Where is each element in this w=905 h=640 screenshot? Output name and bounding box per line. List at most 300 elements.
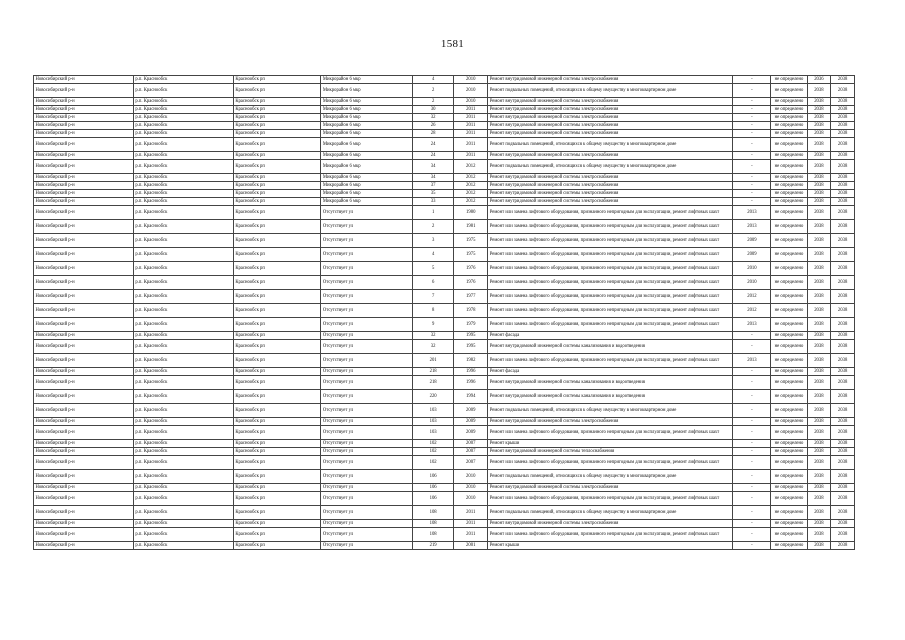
start-year-cell: 2038 <box>807 426 831 440</box>
street-cell: Микрорайон 6 мкр <box>321 122 413 130</box>
district-cell: Новосибирский р-н <box>34 304 134 318</box>
work-type-cell: Ремонт или замена лифтового оборудования, признанного непригодным для эксплуатации, ремонт лифтовых шахт <box>488 276 733 290</box>
build-year-cell: 2011 <box>454 130 488 138</box>
previous-repair-year-cell: - <box>733 390 771 404</box>
house-number-cell: 35 <box>413 190 454 198</box>
district-cell: Новосибирский р-н <box>34 84 134 98</box>
street-cell: Отсутствует ул <box>321 290 413 304</box>
start-year-cell: 2038 <box>807 130 831 138</box>
build-year-cell: 1980 <box>454 206 488 220</box>
previous-repair-year-cell: - <box>733 198 771 206</box>
street-cell: Отсутствует ул <box>321 340 413 354</box>
municipality-cell: Краснообск рп <box>233 492 321 506</box>
table-row <box>34 332 855 340</box>
end-year-cell: 2038 <box>831 248 855 262</box>
house-number-cell: 108 <box>413 520 454 528</box>
work-type-cell: Ремонт или замена лифтового оборудования, признанного непригодным для эксплуатации, ремонт лифтовых шахт <box>488 234 733 248</box>
previous-repair-year-cell: - <box>733 160 771 174</box>
municipality-cell: Краснообск рп <box>233 160 321 174</box>
work-type-cell: Ремонт внутридомовой инженерной системы электроснабжения <box>488 418 733 426</box>
start-year-cell: 2038 <box>807 276 831 290</box>
work-type-cell: Ремонт крыши <box>488 440 733 448</box>
settlement-cell: р.п. Краснообск <box>133 318 233 332</box>
start-year-cell: 2038 <box>807 114 831 122</box>
municipality-cell: Краснообск рп <box>233 122 321 130</box>
build-year-cell: 2011 <box>454 106 488 114</box>
planned-status-cell: не определено <box>771 152 807 160</box>
table-row <box>34 206 855 220</box>
previous-repair-year-cell: - <box>733 138 771 152</box>
settlement-cell: р.п. Краснообск <box>133 248 233 262</box>
previous-repair-year-cell: 2013 <box>733 220 771 234</box>
work-type-cell: Ремонт подвальных помещений, относящихся к общему имуществу в многоквартирном доме <box>488 160 733 174</box>
planned-status-cell: не определено <box>771 318 807 332</box>
start-year-cell: 2038 <box>807 160 831 174</box>
end-year-cell: 2038 <box>831 456 855 470</box>
build-year-cell: 2007 <box>454 456 488 470</box>
street-cell: Отсутствует ул <box>321 206 413 220</box>
settlement-cell: р.п. Краснообск <box>133 160 233 174</box>
planned-status-cell: не определено <box>771 206 807 220</box>
end-year-cell: 2038 <box>831 160 855 174</box>
build-year-cell: 1982 <box>454 354 488 368</box>
municipality-cell: Краснообск рп <box>233 290 321 304</box>
previous-repair-year-cell: 2010 <box>733 262 771 276</box>
municipality-cell: Краснообск рп <box>233 106 321 114</box>
house-number-cell: 102 <box>413 456 454 470</box>
house-number-cell: 37 <box>413 182 454 190</box>
municipality-cell: Краснообск рп <box>233 276 321 290</box>
street-cell: Отсутствует ул <box>321 456 413 470</box>
street-cell: Отсутствует ул <box>321 418 413 426</box>
street-cell: Отсутствует ул <box>321 390 413 404</box>
end-year-cell: 2038 <box>831 234 855 248</box>
house-number-cell: 2 <box>413 98 454 106</box>
table-row <box>34 84 855 98</box>
municipality-cell: Краснообск рп <box>233 528 321 542</box>
district-cell: Новосибирский р-н <box>34 206 134 220</box>
table-row <box>34 182 855 190</box>
street-cell: Отсутствует ул <box>321 368 413 376</box>
table-row <box>34 276 855 290</box>
house-number-cell: 6 <box>413 276 454 290</box>
street-cell: Отсутствует ул <box>321 542 413 550</box>
settlement-cell: р.п. Краснообск <box>133 506 233 520</box>
previous-repair-year-cell: - <box>733 332 771 340</box>
previous-repair-year-cell: 2013 <box>733 354 771 368</box>
build-year-cell: 2007 <box>454 440 488 448</box>
planned-status-cell: не определено <box>771 262 807 276</box>
planned-status-cell: не определено <box>771 506 807 520</box>
planned-status-cell: не определено <box>771 234 807 248</box>
previous-repair-year-cell: - <box>733 404 771 418</box>
municipality-cell: Краснообск рп <box>233 390 321 404</box>
start-year-cell: 2038 <box>807 368 831 376</box>
settlement-cell: р.п. Краснообск <box>133 206 233 220</box>
table-row <box>34 304 855 318</box>
end-year-cell: 2038 <box>831 76 855 84</box>
table-row <box>34 318 855 332</box>
table-row <box>34 520 855 528</box>
start-year-cell: 2038 <box>807 198 831 206</box>
start-year-cell: 2038 <box>807 122 831 130</box>
municipality-cell: Краснообск рп <box>233 506 321 520</box>
build-year-cell: 1996 <box>454 368 488 376</box>
end-year-cell: 2038 <box>831 542 855 550</box>
house-number-cell: 220 <box>413 390 454 404</box>
municipality-cell: Краснообск рп <box>233 138 321 152</box>
settlement-cell: р.п. Краснообск <box>133 98 233 106</box>
end-year-cell: 2038 <box>831 332 855 340</box>
street-cell: Микрорайон 6 мкр <box>321 114 413 122</box>
start-year-cell: 2038 <box>807 456 831 470</box>
street-cell: Отсутствует ул <box>321 440 413 448</box>
work-type-cell: Ремонт внутридомовой инженерной системы электроснабжения <box>488 182 733 190</box>
street-cell: Отсутствует ул <box>321 234 413 248</box>
house-number-cell: 7 <box>413 290 454 304</box>
district-cell: Новосибирский р-н <box>34 190 134 198</box>
planned-status-cell: не определено <box>771 418 807 426</box>
street-cell: Микрорайон 6 мкр <box>321 174 413 182</box>
build-year-cell: 2007 <box>454 448 488 456</box>
previous-repair-year-cell: - <box>733 426 771 440</box>
table-row <box>34 122 855 130</box>
capital-repair-table <box>33 75 855 550</box>
build-year-cell: 2009 <box>454 404 488 418</box>
start-year-cell: 2038 <box>807 174 831 182</box>
house-number-cell: 5 <box>413 262 454 276</box>
previous-repair-year-cell: - <box>733 106 771 114</box>
district-cell: Новосибирский р-н <box>34 262 134 276</box>
settlement-cell: р.п. Краснообск <box>133 542 233 550</box>
planned-status-cell: не определено <box>771 448 807 456</box>
start-year-cell: 2038 <box>807 138 831 152</box>
build-year-cell: 1976 <box>454 262 488 276</box>
street-cell: Отсутствует ул <box>321 318 413 332</box>
end-year-cell: 2038 <box>831 122 855 130</box>
work-type-cell: Ремонт внутридомовой инженерной системы электроснабжения <box>488 484 733 492</box>
table-row <box>34 190 855 198</box>
planned-status-cell: не определено <box>771 354 807 368</box>
settlement-cell: р.п. Краснообск <box>133 114 233 122</box>
street-cell: Отсутствует ул <box>321 304 413 318</box>
planned-status-cell: не определено <box>771 174 807 182</box>
house-number-cell: 24 <box>413 138 454 152</box>
previous-repair-year-cell: - <box>733 152 771 160</box>
district-cell: Новосибирский р-н <box>34 76 134 84</box>
previous-repair-year-cell: - <box>733 440 771 448</box>
end-year-cell: 2038 <box>831 220 855 234</box>
district-cell: Новосибирский р-н <box>34 332 134 340</box>
district-cell: Новосибирский р-н <box>34 290 134 304</box>
house-number-cell: 33 <box>413 198 454 206</box>
district-cell: Новосибирский р-н <box>34 418 134 426</box>
municipality-cell: Краснообск рп <box>233 484 321 492</box>
build-year-cell: 2010 <box>454 492 488 506</box>
work-type-cell: Ремонт или замена лифтового оборудования, признанного непригодным для эксплуатации, ремонт лифтовых шахт <box>488 354 733 368</box>
street-cell: Отсутствует ул <box>321 332 413 340</box>
start-year-cell: 2038 <box>807 98 831 106</box>
municipality-cell: Краснообск рп <box>233 520 321 528</box>
end-year-cell: 2038 <box>831 84 855 98</box>
previous-repair-year-cell: 2009 <box>733 248 771 262</box>
page-number: 1581 <box>440 38 465 50</box>
build-year-cell: 2011 <box>454 114 488 122</box>
house-number-cell: 30 <box>413 106 454 114</box>
table-row <box>34 198 855 206</box>
end-year-cell: 2038 <box>831 174 855 182</box>
planned-status-cell: не определено <box>771 182 807 190</box>
work-type-cell: Ремонт или замена лифтового оборудования, признанного непригодным для эксплуатации, ремонт лифтовых шахт <box>488 304 733 318</box>
street-cell: Отсутствует ул <box>321 404 413 418</box>
municipality-cell: Краснообск рп <box>233 542 321 550</box>
settlement-cell: р.п. Краснообск <box>133 376 233 390</box>
district-cell: Новосибирский р-н <box>34 220 134 234</box>
work-type-cell: Ремонт внутридомовой инженерной системы канализования и водоотведения <box>488 376 733 390</box>
build-year-cell: 1976 <box>454 276 488 290</box>
start-year-cell: 2038 <box>807 418 831 426</box>
start-year-cell: 2038 <box>807 506 831 520</box>
planned-status-cell: не определено <box>771 114 807 122</box>
street-cell: Отсутствует ул <box>321 528 413 542</box>
build-year-cell: 1995 <box>454 332 488 340</box>
work-type-cell: Ремонт внутридомовой инженерной системы электроснабжения <box>488 152 733 160</box>
build-year-cell: 2009 <box>454 426 488 440</box>
build-year-cell: 2010 <box>454 76 488 84</box>
previous-repair-year-cell: - <box>733 484 771 492</box>
house-number-cell: 102 <box>413 440 454 448</box>
settlement-cell: р.п. Краснообск <box>133 276 233 290</box>
house-number-cell: 201 <box>413 354 454 368</box>
table-row <box>34 340 855 354</box>
work-type-cell: Ремонт фасада <box>488 368 733 376</box>
street-cell: Микрорайон 6 мкр <box>321 130 413 138</box>
end-year-cell: 2038 <box>831 340 855 354</box>
street-cell: Микрорайон 6 мкр <box>321 182 413 190</box>
end-year-cell: 2038 <box>831 190 855 198</box>
municipality-cell: Краснообск рп <box>233 114 321 122</box>
work-type-cell: Ремонт подвальных помещений, относящихся к общему имуществу в многоквартирном доме <box>488 138 733 152</box>
street-cell: Микрорайон 6 мкр <box>321 152 413 160</box>
build-year-cell: 1975 <box>454 248 488 262</box>
table-row <box>34 106 855 114</box>
municipality-cell: Краснообск рп <box>233 318 321 332</box>
end-year-cell: 2038 <box>831 418 855 426</box>
settlement-cell: р.п. Краснообск <box>133 492 233 506</box>
table-row <box>34 528 855 542</box>
settlement-cell: р.п. Краснообск <box>133 138 233 152</box>
district-cell: Новосибирский р-н <box>34 390 134 404</box>
end-year-cell: 2038 <box>831 304 855 318</box>
work-type-cell: Ремонт внутридомовой инженерной системы электроснабжения <box>488 190 733 198</box>
work-type-cell: Ремонт внутридомовой инженерной системы электроснабжения <box>488 122 733 130</box>
table-row <box>34 262 855 276</box>
municipality-cell: Краснообск рп <box>233 248 321 262</box>
municipality-cell: Краснообск рп <box>233 470 321 484</box>
street-cell: Отсутствует ул <box>321 262 413 276</box>
district-cell: Новосибирский р-н <box>34 152 134 160</box>
house-number-cell: 102 <box>413 448 454 456</box>
municipality-cell: Краснообск рп <box>233 376 321 390</box>
street-cell: Отсутствует ул <box>321 470 413 484</box>
previous-repair-year-cell: 2012 <box>733 290 771 304</box>
work-type-cell: Ремонт внутридомовой инженерной системы канализования и водоотведения <box>488 340 733 354</box>
settlement-cell: р.п. Краснообск <box>133 198 233 206</box>
build-year-cell: 2010 <box>454 98 488 106</box>
build-year-cell: 2011 <box>454 138 488 152</box>
district-cell: Новосибирский р-н <box>34 506 134 520</box>
previous-repair-year-cell: - <box>733 376 771 390</box>
settlement-cell: р.п. Краснообск <box>133 390 233 404</box>
previous-repair-year-cell: - <box>733 84 771 98</box>
start-year-cell: 2038 <box>807 390 831 404</box>
work-type-cell: Ремонт или замена лифтового оборудования, признанного непригодным для эксплуатации, ремонт лифтовых шахт <box>488 220 733 234</box>
build-year-cell: 1979 <box>454 318 488 332</box>
district-cell: Новосибирский р-н <box>34 160 134 174</box>
house-number-cell: 106 <box>413 470 454 484</box>
street-cell: Отсутствует ул <box>321 506 413 520</box>
street-cell: Микрорайон 6 мкр <box>321 84 413 98</box>
table-row <box>34 492 855 506</box>
house-number-cell: 106 <box>413 484 454 492</box>
start-year-cell: 2038 <box>807 404 831 418</box>
start-year-cell: 2038 <box>807 290 831 304</box>
street-cell: Микрорайон 6 мкр <box>321 76 413 84</box>
work-type-cell: Ремонт подвальных помещений, относящихся к общему имуществу в многоквартирном доме <box>488 84 733 98</box>
work-type-cell: Ремонт внутридомовой инженерной системы канализования и водоотведения <box>488 390 733 404</box>
previous-repair-year-cell: - <box>733 98 771 106</box>
settlement-cell: р.п. Краснообск <box>133 262 233 276</box>
work-type-cell: Ремонт внутридомовой инженерной системы теплоснабжения <box>488 448 733 456</box>
planned-status-cell: не определено <box>771 528 807 542</box>
build-year-cell: 1995 <box>454 340 488 354</box>
end-year-cell: 2038 <box>831 182 855 190</box>
municipality-cell: Краснообск рп <box>233 174 321 182</box>
district-cell: Новосибирский р-н <box>34 276 134 290</box>
settlement-cell: р.п. Краснообск <box>133 152 233 160</box>
previous-repair-year-cell: - <box>733 448 771 456</box>
build-year-cell: 2011 <box>454 122 488 130</box>
settlement-cell: р.п. Краснообск <box>133 354 233 368</box>
settlement-cell: р.п. Краснообск <box>133 340 233 354</box>
district-cell: Новосибирский р-н <box>34 248 134 262</box>
municipality-cell: Краснообск рп <box>233 340 321 354</box>
build-year-cell: 2012 <box>454 160 488 174</box>
start-year-cell: 2038 <box>807 206 831 220</box>
start-year-cell: 2038 <box>807 520 831 528</box>
planned-status-cell: не определено <box>771 340 807 354</box>
municipality-cell: Краснообск рп <box>233 220 321 234</box>
municipality-cell: Краснообск рп <box>233 182 321 190</box>
build-year-cell: 1975 <box>454 234 488 248</box>
district-cell: Новосибирский р-н <box>34 520 134 528</box>
previous-repair-year-cell: - <box>733 122 771 130</box>
settlement-cell: р.п. Краснообск <box>133 404 233 418</box>
house-number-cell: 32 <box>413 114 454 122</box>
previous-repair-year-cell: - <box>733 340 771 354</box>
settlement-cell: р.п. Краснообск <box>133 470 233 484</box>
house-number-cell: 26 <box>413 122 454 130</box>
previous-repair-year-cell: 2012 <box>733 304 771 318</box>
street-cell: Отсутствует ул <box>321 220 413 234</box>
planned-status-cell: не определено <box>771 404 807 418</box>
work-type-cell: Ремонт подвальных помещений, относящихся к общему имуществу в многоквартирном доме <box>488 470 733 484</box>
table-row <box>34 354 855 368</box>
district-cell: Новосибирский р-н <box>34 368 134 376</box>
work-type-cell: Ремонт или замена лифтового оборудования, признанного непригодным для эксплуатации, ремонт лифтовых шахт <box>488 492 733 506</box>
table-row <box>34 440 855 448</box>
work-type-cell: Ремонт или замена лифтового оборудования, признанного непригодным для эксплуатации, ремонт лифтовых шахт <box>488 262 733 276</box>
municipality-cell: Краснообск рп <box>233 440 321 448</box>
house-number-cell: 103 <box>413 404 454 418</box>
table-row <box>34 174 855 182</box>
street-cell: Микрорайон 6 мкр <box>321 98 413 106</box>
district-cell: Новосибирский р-н <box>34 198 134 206</box>
start-year-cell: 2038 <box>807 248 831 262</box>
table-row <box>34 418 855 426</box>
end-year-cell: 2038 <box>831 354 855 368</box>
table-row <box>34 130 855 138</box>
municipality-cell: Краснообск рп <box>233 354 321 368</box>
planned-status-cell: не определено <box>771 122 807 130</box>
planned-status-cell: не определено <box>771 84 807 98</box>
district-cell: Новосибирский р-н <box>34 484 134 492</box>
settlement-cell: р.п. Краснообск <box>133 418 233 426</box>
planned-status-cell: не определено <box>771 332 807 340</box>
work-type-cell: Ремонт внутридомовой инженерной системы электроснабжения <box>488 98 733 106</box>
district-cell: Новосибирский р-н <box>34 106 134 114</box>
start-year-cell: 2038 <box>807 262 831 276</box>
settlement-cell: р.п. Краснообск <box>133 448 233 456</box>
table-row <box>34 376 855 390</box>
settlement-cell: р.п. Краснообск <box>133 190 233 198</box>
previous-repair-year-cell: 2009 <box>733 234 771 248</box>
municipality-cell: Краснообск рп <box>233 448 321 456</box>
settlement-cell: р.п. Краснообск <box>133 234 233 248</box>
municipality-cell: Краснообск рп <box>233 76 321 84</box>
end-year-cell: 2038 <box>831 426 855 440</box>
house-number-cell: 103 <box>413 418 454 426</box>
house-number-cell: 34 <box>413 174 454 182</box>
street-cell: Микрорайон 6 мкр <box>321 106 413 114</box>
end-year-cell: 2038 <box>831 198 855 206</box>
table-row <box>34 152 855 160</box>
start-year-cell: 2038 <box>807 220 831 234</box>
settlement-cell: р.п. Краснообск <box>133 76 233 84</box>
street-cell: Микрорайон 6 мкр <box>321 160 413 174</box>
build-year-cell: 2012 <box>454 190 488 198</box>
street-cell: Отсутствует ул <box>321 276 413 290</box>
planned-status-cell: не определено <box>771 390 807 404</box>
street-cell: Отсутствует ул <box>321 354 413 368</box>
previous-repair-year-cell: 2010 <box>733 276 771 290</box>
house-number-cell: 32 <box>413 340 454 354</box>
planned-status-cell: не определено <box>771 426 807 440</box>
previous-repair-year-cell: - <box>733 368 771 376</box>
build-year-cell: 1994 <box>454 390 488 404</box>
end-year-cell: 2038 <box>831 404 855 418</box>
municipality-cell: Краснообск рп <box>233 130 321 138</box>
municipality-cell: Краснообск рп <box>233 84 321 98</box>
previous-repair-year-cell: - <box>733 456 771 470</box>
settlement-cell: р.п. Краснообск <box>133 426 233 440</box>
work-type-cell: Ремонт или замена лифтового оборудования, признанного непригодным для эксплуатации, ремонт лифтовых шахт <box>488 318 733 332</box>
end-year-cell: 2038 <box>831 114 855 122</box>
table-row <box>34 368 855 376</box>
planned-status-cell: не определено <box>771 376 807 390</box>
table-row <box>34 390 855 404</box>
end-year-cell: 2038 <box>831 138 855 152</box>
